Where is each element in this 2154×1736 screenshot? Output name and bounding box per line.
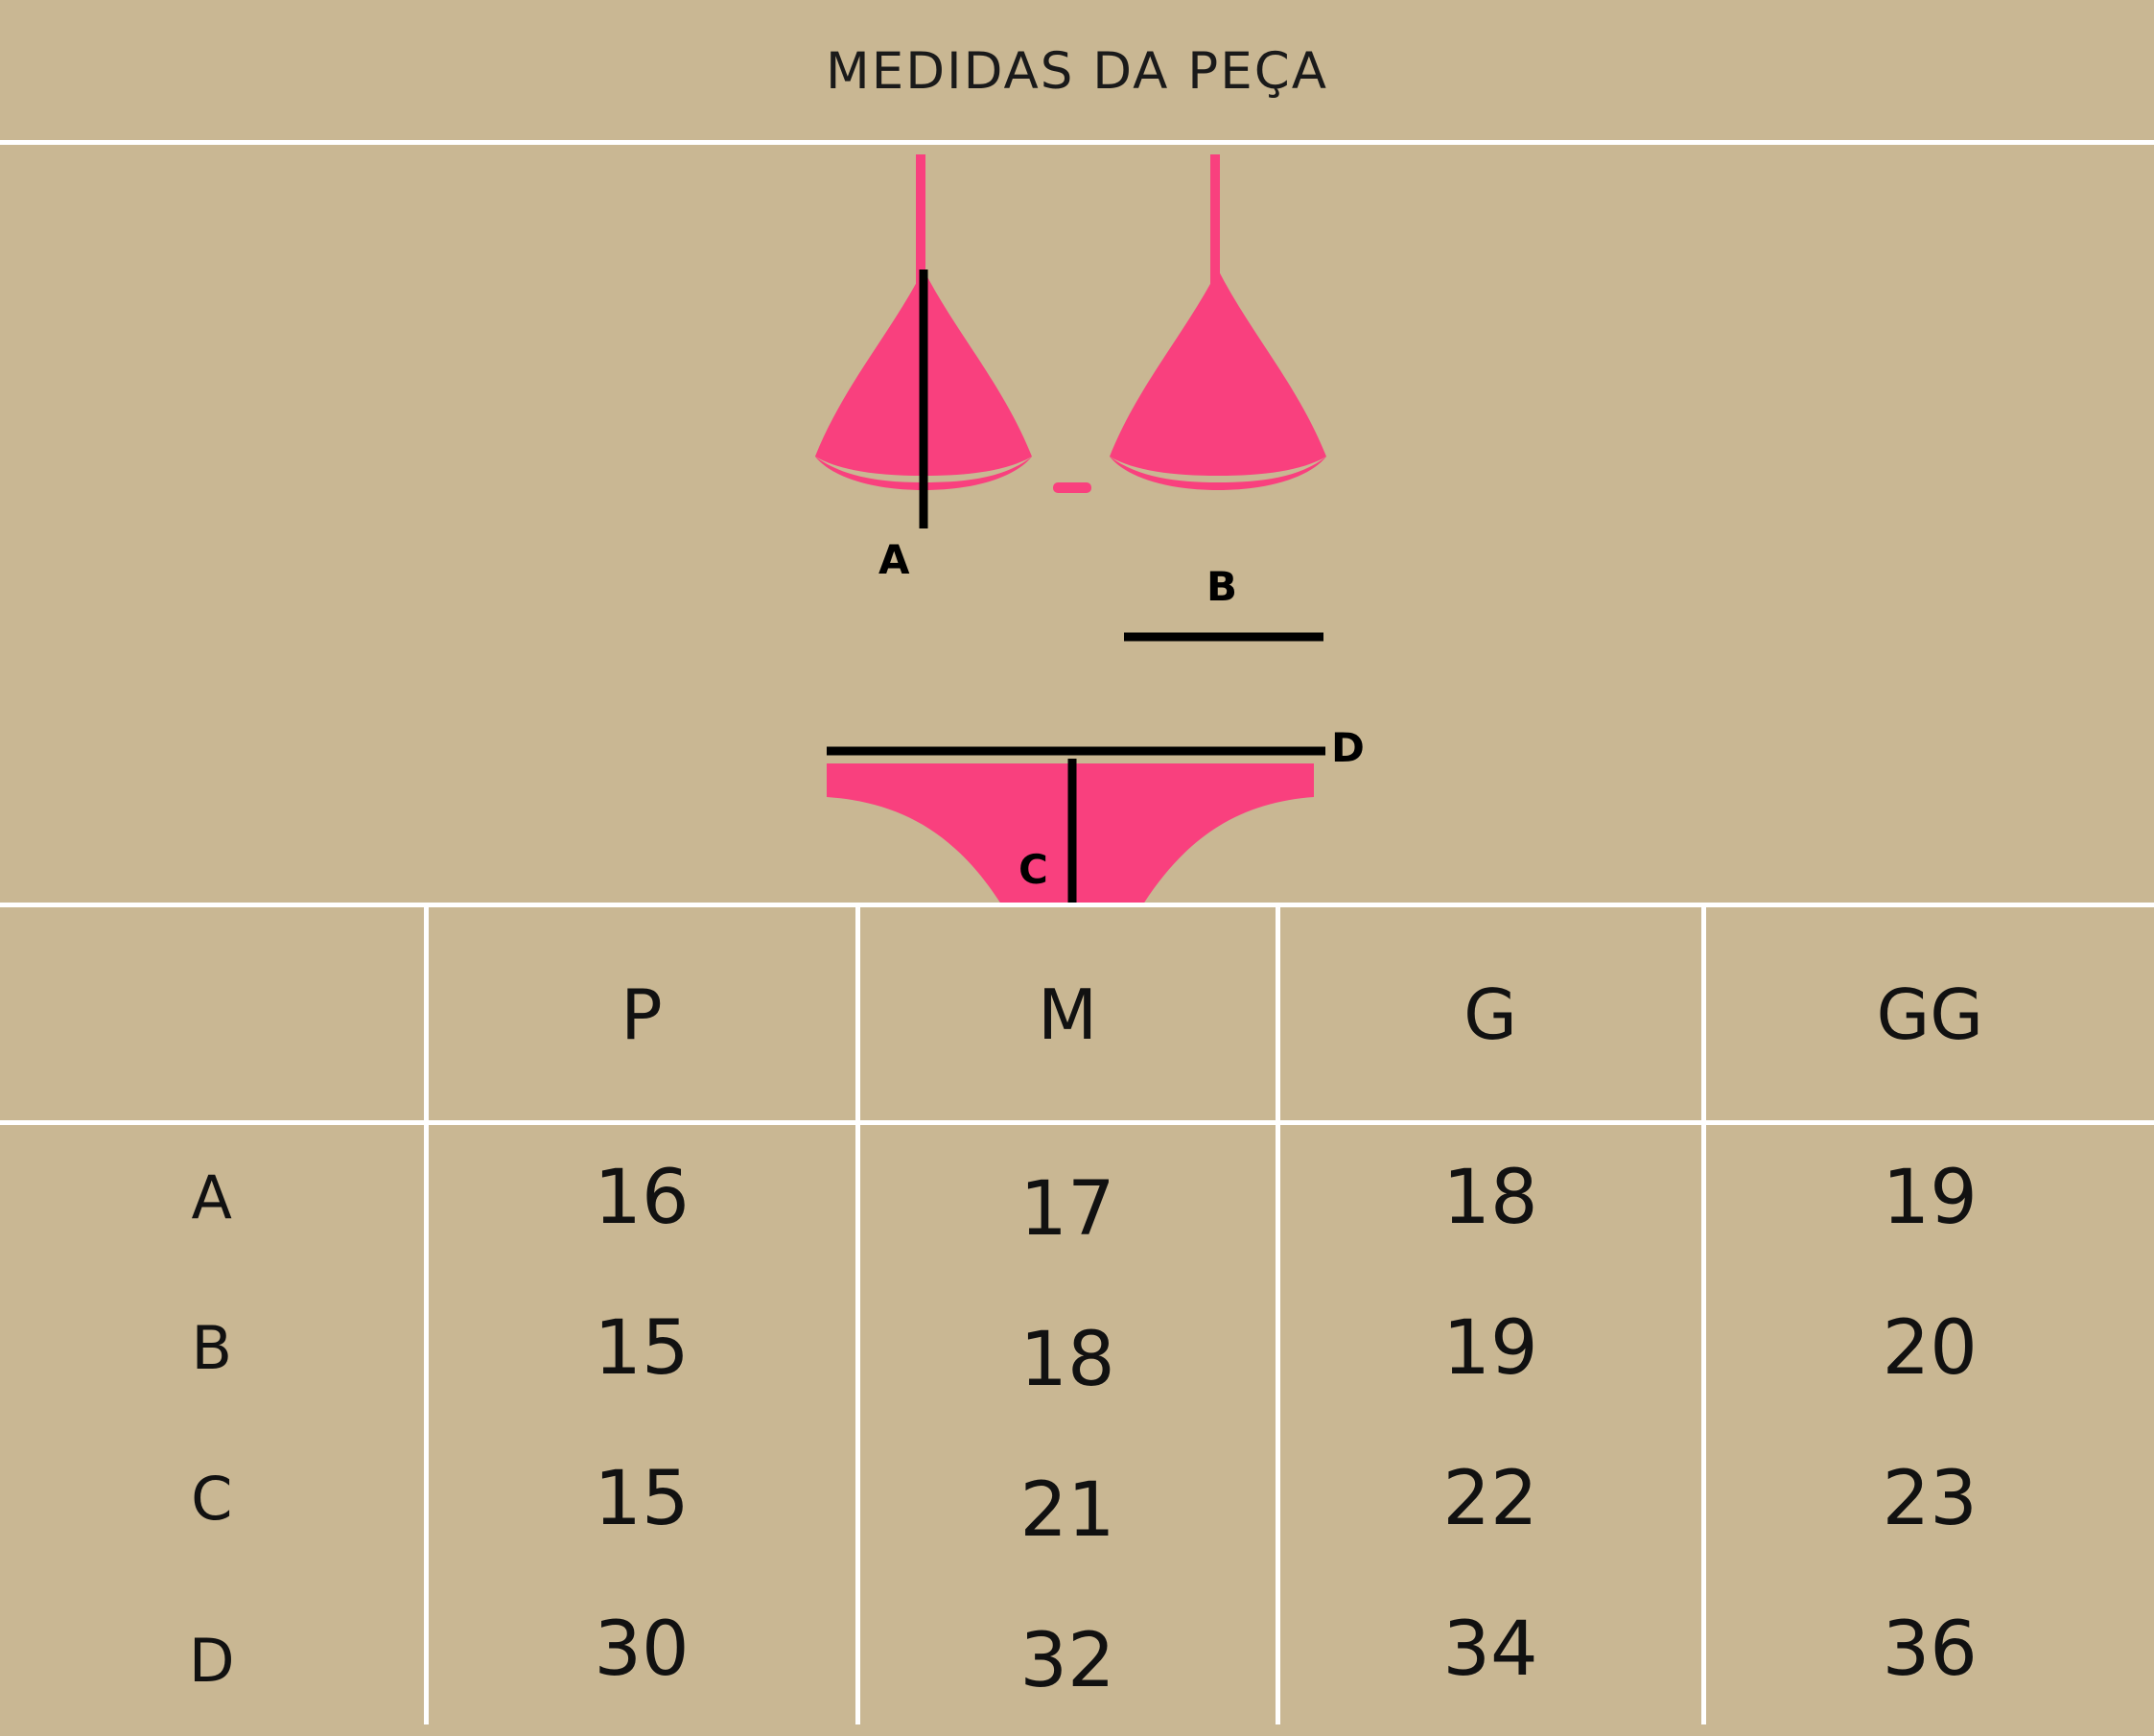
size-table [0,907,2154,1724]
cell-c-gg: 23 [1703,1423,2154,1574]
cell-c-m: 21 [857,1435,1277,1585]
cell-b-g: 19 [1277,1273,1703,1423]
table-row [0,1574,2154,1724]
row-label-c: C [191,1464,233,1534]
column-header-blank [0,907,426,1122]
cell-b-gg: 20 [1703,1273,2154,1423]
column-header-gg: GG [1703,907,2154,1122]
garment-illustration [0,145,2154,903]
measure-label-a: A [878,536,910,583]
cell-a-m: 17 [857,1134,1277,1284]
cell-d-gg: 36 [1703,1574,2154,1724]
measure-label-b: B [1206,563,1238,610]
row-label-b: B [191,1313,233,1383]
row-label-d: D [188,1626,235,1696]
page-title: MEDIDAS DA PEÇA [826,41,1328,101]
column-header-g: G [1277,907,1703,1122]
table-header-row [0,907,2154,1122]
cell-c-p: 15 [426,1423,857,1574]
bikini-diagram-icon [0,145,2154,903]
cell-a-g: 18 [1277,1122,1703,1273]
cell-a-gg: 19 [1703,1122,2154,1273]
measure-label-c: C [1018,846,1048,893]
table-row [0,1273,2154,1423]
size-table-wrapper [0,907,2154,1726]
column-header-p: P [426,907,857,1122]
cell-a-p: 16 [426,1122,857,1273]
cell-d-g: 34 [1277,1574,1703,1724]
table-row [0,1122,2154,1273]
cell-b-m: 18 [857,1284,1277,1435]
cell-d-m: 32 [857,1585,1277,1736]
table-row [0,1423,2154,1574]
page-title-bar [0,0,2154,142]
cell-d-p: 30 [426,1574,857,1724]
cell-c-g: 22 [1277,1423,1703,1574]
measure-label-d: D [1331,724,1365,771]
row-label-a: A [191,1162,232,1232]
column-header-m: M [857,907,1277,1122]
cell-b-p: 15 [426,1273,857,1423]
